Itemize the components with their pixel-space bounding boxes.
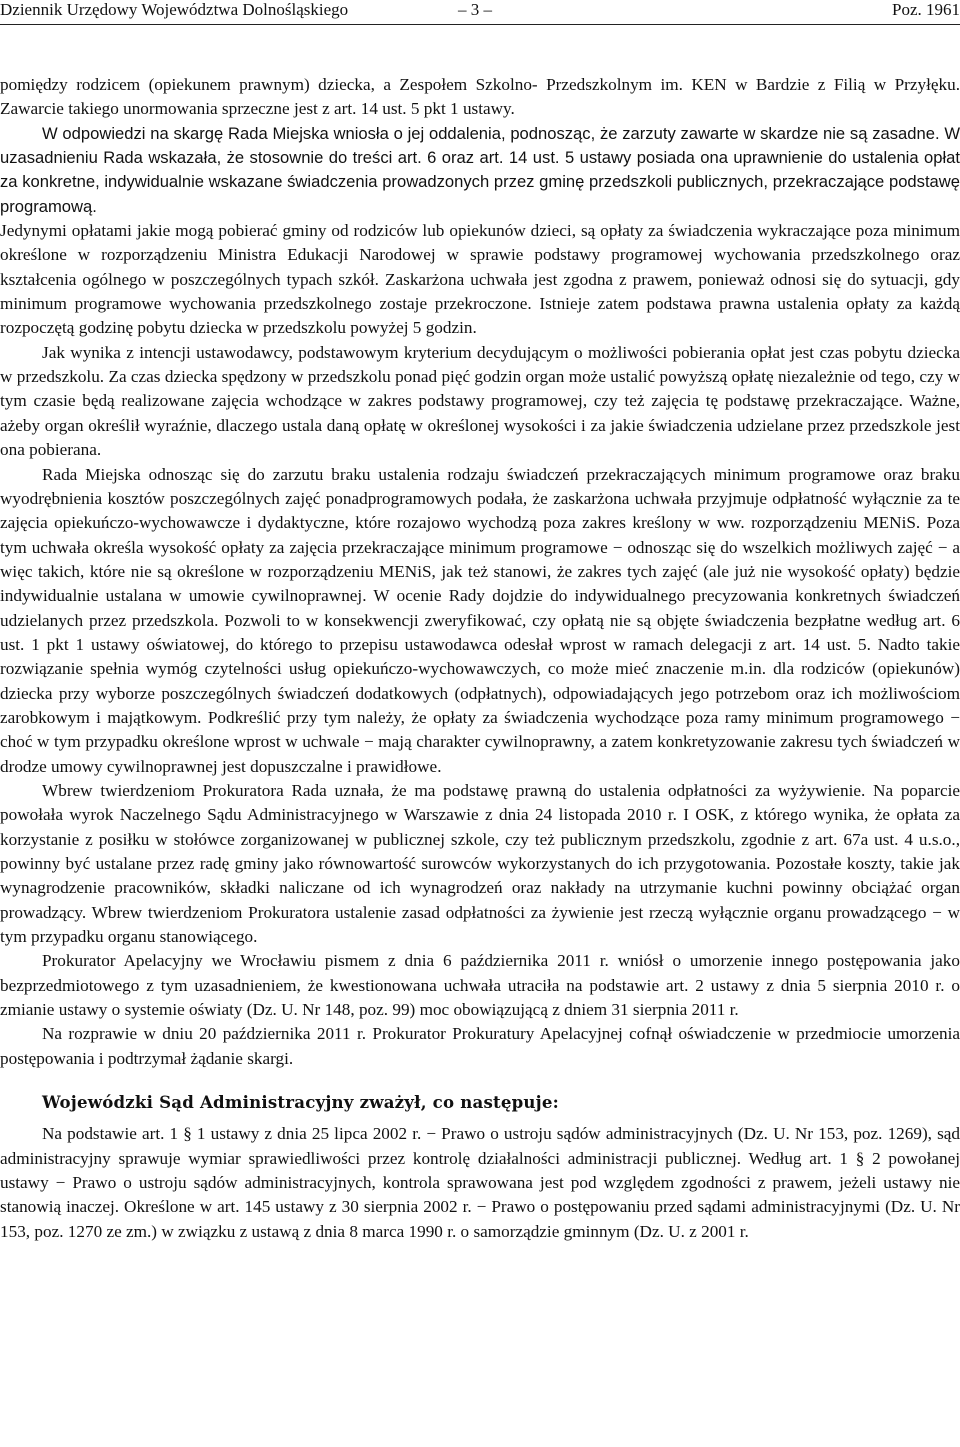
page-number: – 3 – — [458, 0, 492, 19]
paragraph: Na rozprawie w dniu 20 października 2011 r. Prokurator Prokuratury Apelacyjnej cofnął oświadczenie w przedmiocie umorzenia postępowania i podtrzymał żądanie skargi. — [0, 1024, 960, 1068]
header-rule — [0, 24, 960, 25]
paragraph: Jedynymi opłatami jakie mogą pobierać gminy od rodziców lub opiekunów dzieci, są opłaty za świadczenia wykraczające poza minimum określone w rozporządzeniu Ministra Edukacji Narodowej w sprawie podstawy programowej wychowania przedszkolnego oraz kształcenia ogólnego w poszczególnych typach szkół. Zaskarżona uchwała jest zgodna z prawem, ponieważ odnosi się do sytuacji, gdy minimum programowe wychowania przedszkolnego zostaje przekroczone. Istnieje zatem podstawa prawna ustalenia opłaty za każdą rozpoczętą godzinę pobytu dziecka w przedszkolu powyżej 5 godzin. — [0, 221, 960, 338]
paragraph: Wbrew twierdzeniom Prokuratora Rada uznała, że ma podstawę prawną do ustalenia odpłatności za wyżywienie. Na poparcie powołała wyrok Naczelnego Sądu Administracyjnego w Warszawie z dnia 24 listopada 2010 r. I OSK, z którego wynika, że opłata za korzystanie z posiłku w stołówce zorganizowanej w publicznej szkole, czy też publicznym przedszkolu, zgodnie z art. 67a ust. 4 u.s.o., powinny być ustalane przez radę gminy jako równowartość surowców wykorzystanych do ich przygotowania. Pozostałe koszty, takie jak wynagrodzenie pracowników, składki naliczane od ich wynagrodzeń oraz nakłady na utrzymanie kuchni powinny obciążać organ prowadzący. Wbrew twierdzeniom Prokuratora ustalenie zasad odpłatności za żywienie jest rzeczą wyłącznie organu prowadzącego − w tym przypadku organu stanowiącego. — [0, 780, 960, 947]
paragraph: W odpowiedzi na skargę Rada Miejska wniosła o jej oddalenia, podnosząc, że zarzuty zawarte w skardze nie są zasadne. W uzasadnieniu Rada wskazała, że stosownie do treści art. 6 oraz art. 14 ust. 5 ustawy posiada ona uprawnienie do ustalenia opłat za konkretne, indywidualnie wskazane świadczenia prowadzonych przez gminę przedszkoli publicznych, przekraczające podstawę programową. — [0, 123, 960, 216]
paragraph: pomiędzy rodzicem (opiekunem prawnym) dziecka, a Zespołem Szkolno- Przedszkolnym im. KEN w Bardzie z Filią w Przyłęku. Zawarcie takiego unormowania sprzeczne jest z art. 14 ust. 5 pkt 1 ustawy. — [0, 75, 960, 119]
paragraph: Na podstawie art. 1 § 1 ustawy z dnia 25 lipca 2002 r. − Prawo o ustroju sądów administracyjnych (Dz. U. Nr 153, poz. 1269), sąd administracyjny sprawuje wymiar sprawiedliwości przez kontrolę działalności administracji publicznej. Według art. 1 § 2 powołanej ustawy − Prawo o ustroju sądów administracyjnych, kontrola sprawowana jest pod względem zgodności z prawem, jeżeli ustawy nie stanowią inaczej. Określone w art. 145 ustawy z 30 sierpnia 2002 r. − Prawo o postępowaniu przed sądami administracyjnymi (Dz. U. Nr 153, poz. 1270 ze zm.) w związku z ustawą z dnia 8 marca 1990 r. o samorządzie gminnym (Dz. U. z 2001 r. — [0, 1124, 960, 1241]
paragraph: Rada Miejska odnosząc się do zarzutu braku ustalenia rodzaju świadczeń przekraczających minimum programowe oraz braku wyodrębnienia kosztów poszczególnych zajęć ponadprogramowych podała, że zaskarżona uchwała przyjmuje odpłatność wyłącznie za te zajęcia opiekuńczo-wychowawcze i dydaktyczne, które rozajowo wychodzą poza zakres kreślony w ww. rozporządzeniu MENiS. Poza tym uchwała określa wysokość opłaty za zajęcia przekraczające minimum programowe − odnosząc się do wszelkich możliwych zajęć − a więc takich, które nie są określone w rozporządzeniu MENiS, jak też stanowi, że zakres tych zajęć (ale już nie wysokość opłaty) będzie indywidualnie ustalana w umowie cywilnoprawnej. W ocenie Rady dojdzie do indywidualnego precyzowania konkretnych świadczeń udzielanych przez przedszkola. Pozwoli to w konsekwencji zweryfikować, czy opłatą nie są objęte świadczenia bezpłatne według art. 6 ust. 1 pkt 1 ustawy oświatowej, do którego to przepisu ustawodawca odesłał wprost w ramach delegacji z art. 14 ust. 5. Nadto takie rozwiązanie spełnia wymóg czytelności usług opiekuńczo-wychowawczych, co może mieć znaczenie m.in. dla rodziców (opiekunów) dziecka przy wyborze poszczególnych świadczeń dodatkowych (odpłatnych), odpowiadających jego potrzebom oraz ich możliwościom zarobkowym i majątkowym. Podkreślić przy tym należy, że opłaty za świadczenia wychodzące poza ramy minimum programowego − choć w tym przypadku określone wprost w uchwale − mają charakter cywilnoprawny, a zatem konkretyzowanie zakresu tych świadczeń w drodze umowy cywilnoprawnej jest dopuszczalne i prawidłowe. — [0, 464, 960, 776]
page-header — [0, 0, 960, 24]
paragraph: Jak wynika z intencji ustawodawcy, podstawowym kryterium decydującym o możliwości pobierania opłat jest czas pobytu dziecka w przedszkolu. Za czas dziecka spędzony w przedszkolu ponad pięć godzin organ może ustalić powyższą opłatę niezależnie od tego, czy w tym czasie będą realizowane zajęcia wchodzące w zakres podstawy programowej, czy też zajęcia tę podstawę przekraczające. Ważne, ażeby organ określił wyraźnie, dlaczego ustala daną opłatę w określonej wysokości i za jakie świadczenia udzielane przez przedszkole jest ona pobierana. — [0, 342, 960, 460]
position-number: Poz. 1961 — [892, 0, 960, 19]
journal-title: Dziennik Urzędowy Województwa Dolnośląskiego — [0, 0, 349, 19]
section-heading: Wojewódzki Sąd Administracyjny zważył, co następuje: — [42, 1092, 559, 1113]
paragraph: Prokurator Apelacyjny we Wrocławiu pismem z dnia 6 października 2011 r. wniósł o umorzenie innego postępowania jako bezprzedmiotowego z tym uzasadnieniem, że kwestionowana uchwała utraciła na podstawie art. 2 ustawy z dnia 5 sierpnia 2010 r. o zmianie ustawy o systemie oświaty (Dz. U. Nr 148, poz. 99) moc obowiązującą z dniem 31 sierpnia 2011 r. — [0, 951, 960, 1020]
document-body — [0, 73, 960, 1244]
